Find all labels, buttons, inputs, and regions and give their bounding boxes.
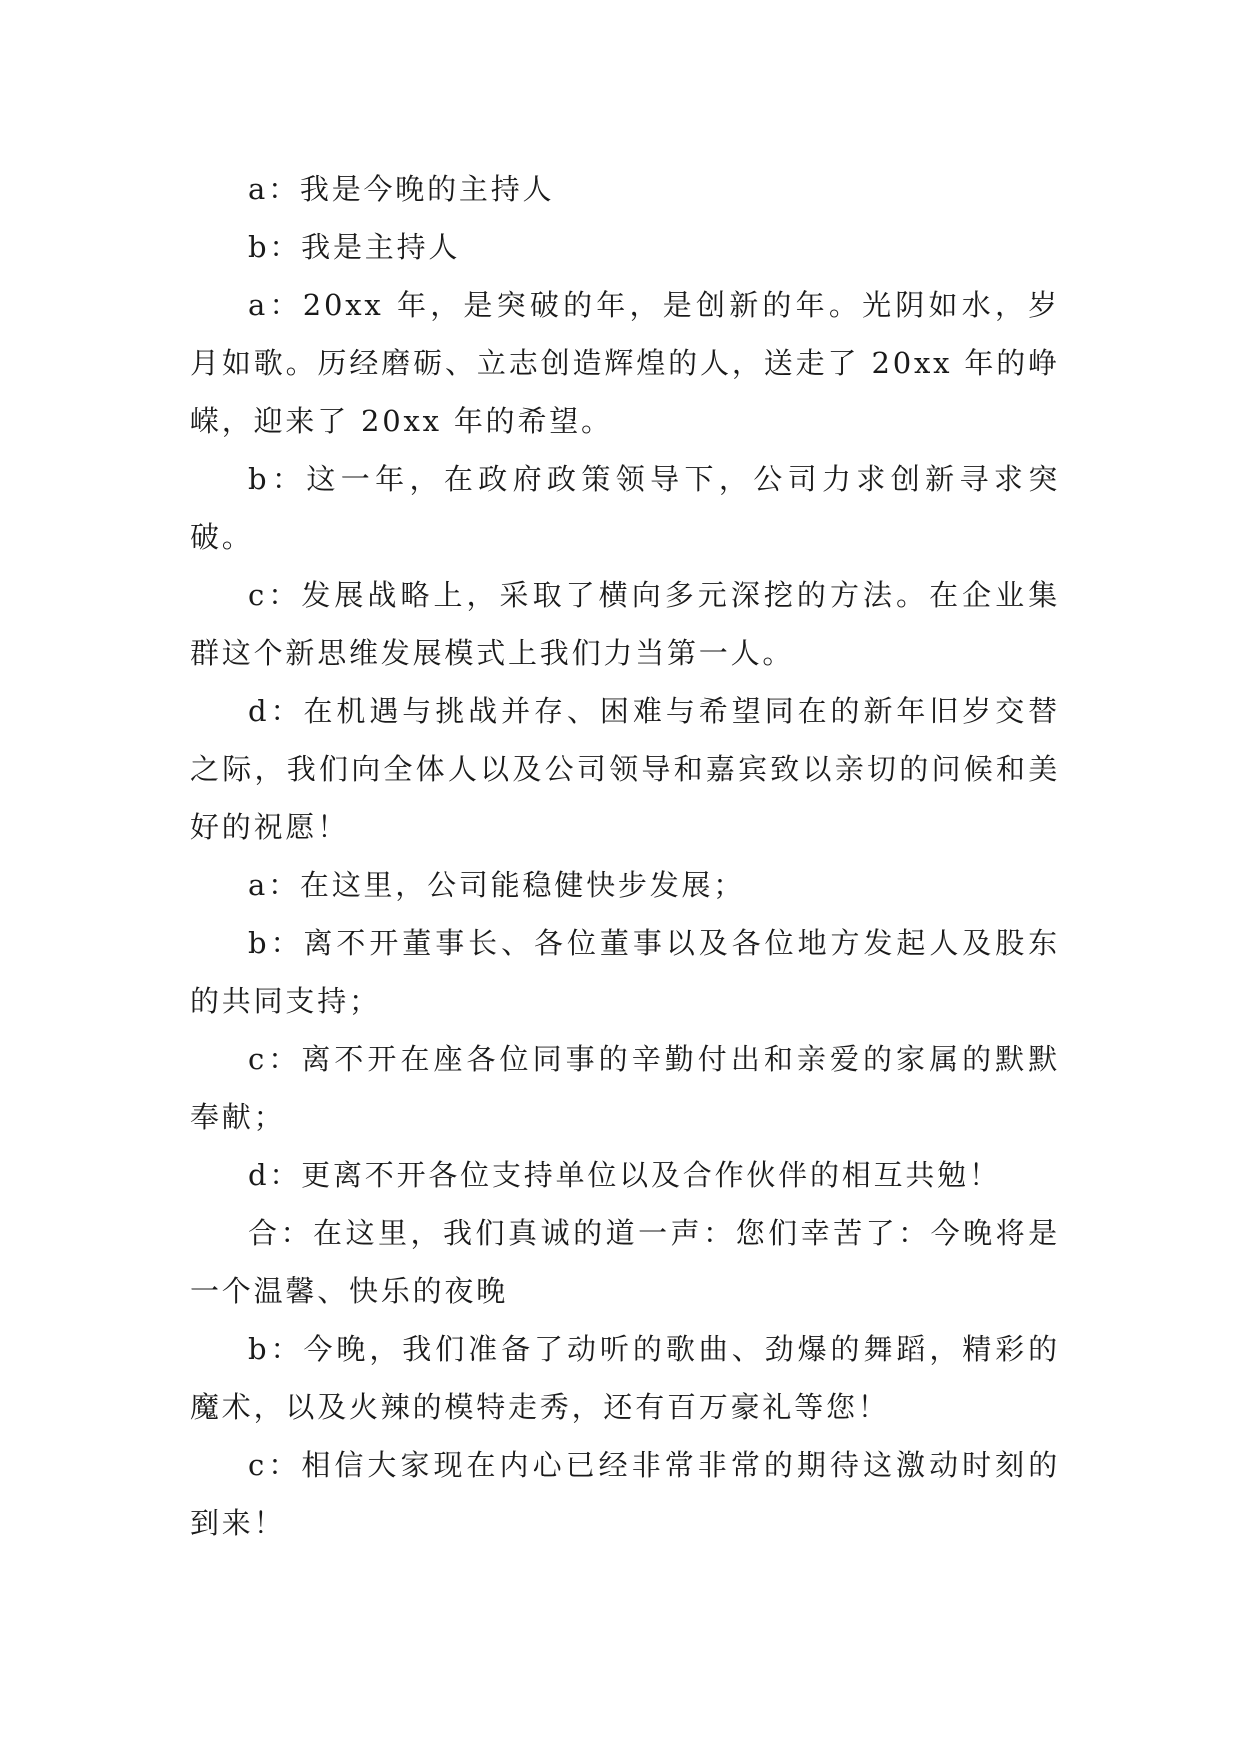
paragraph-anticipation: c：相信大家现在内心已经非常非常的期待这激动时刻的到来！: [190, 1448, 1060, 1540]
paragraph-together: 合：在这里，我们真诚的道一声：您们幸苦了：今晚将是一个温馨、快乐的夜晚: [190, 1216, 1060, 1308]
paragraph-host-a-intro: a：我是今晚的主持人: [248, 172, 555, 206]
paragraph-company-year: b：这一年，在政府政策领导下，公司力求创新寻求突破。: [190, 462, 1060, 554]
paragraph-strategy: c：发展战略上，采取了横向多元深挖的方法。在企业集群这个新思维发展模式上我们力当第一人。: [190, 578, 1060, 670]
paragraph-greetings: d：在机遇与挑战并存、困难与希望同在的新年旧岁交替之际，我们向全体人以及公司领导和嘉宾致以亲切的问候和美好的祝愿！: [190, 694, 1060, 844]
paragraph-partners: d：更离不开各位支持单位以及合作伙伴的相互共勉！: [248, 1158, 1001, 1192]
paragraph-program: b：今晚，我们准备了动听的歌曲、劲爆的舞蹈，精彩的魔术，以及火辣的模特走秀，还有百万豪礼等您！: [190, 1332, 1060, 1424]
paragraph-opening-year: a：20xx 年，是突破的年，是创新的年。光阴如水，岁月如歌。历经磨砺、立志创造辉煌的人，送走了 20xx 年的峥嵘，迎来了 20xx 年的希望。: [190, 288, 1060, 438]
paragraph-board-support: b：离不开董事长、各位董事以及各位地方发起人及股东的共同支持；: [190, 926, 1060, 1018]
paragraph-host-b-intro: b：我是主持人: [248, 230, 461, 264]
paragraph-colleagues: c：离不开在座各位同事的辛勤付出和亲爱的家属的默默奉献；: [190, 1042, 1060, 1134]
paragraph-development: a：在这里，公司能稳健快步发展；: [248, 868, 746, 902]
document-body: [190, 160, 1060, 1552]
